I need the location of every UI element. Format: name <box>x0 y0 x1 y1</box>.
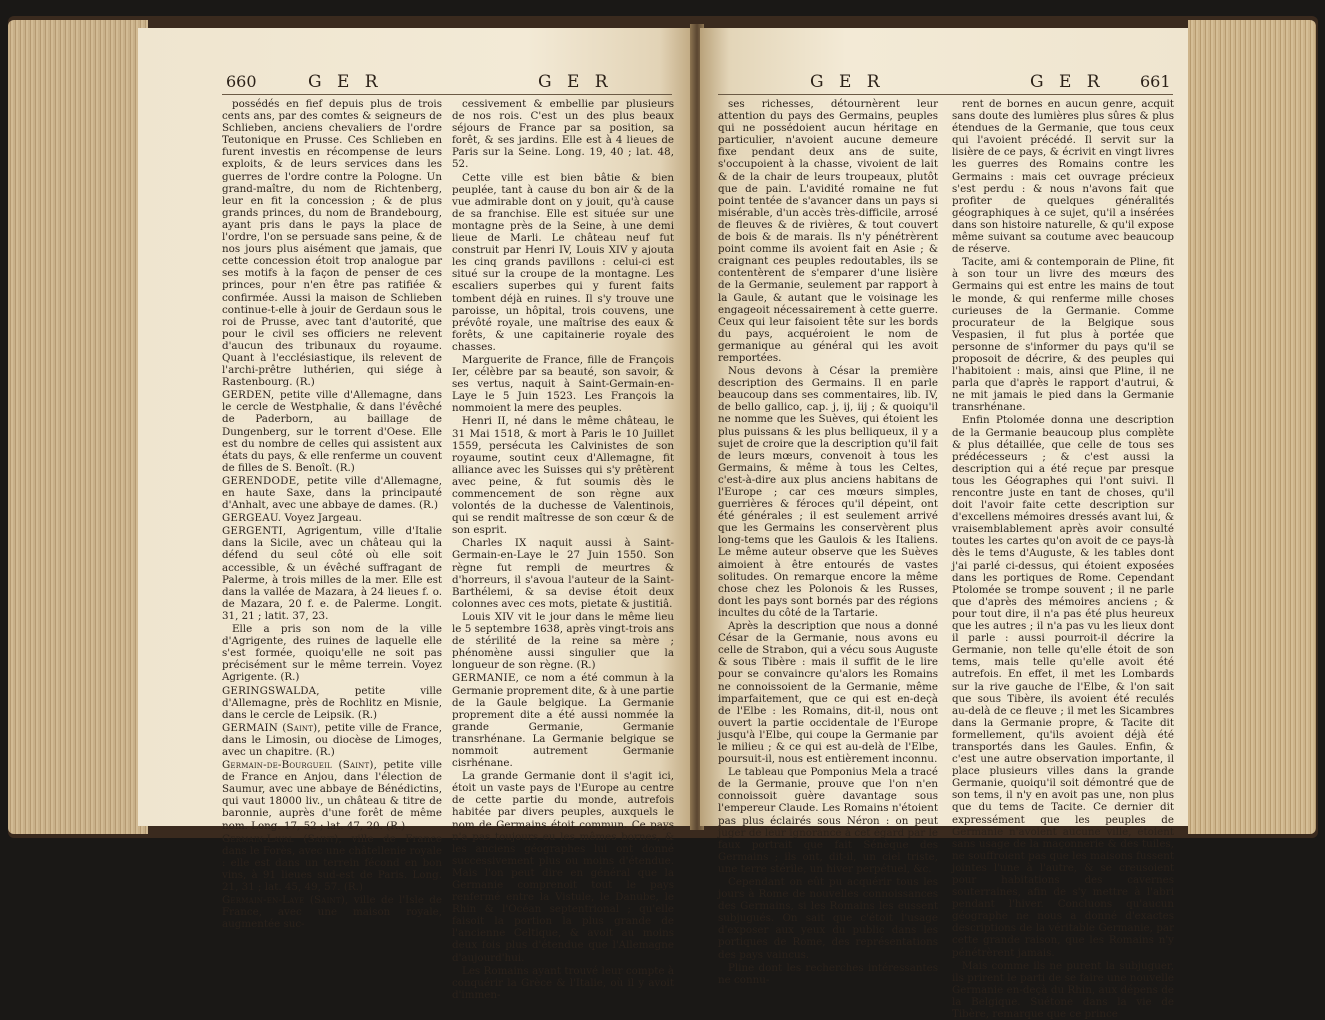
paragraph-text: Pline dont les recherches intéressantes ne connu- <box>718 961 938 986</box>
dictionary-entry <box>222 894 442 930</box>
right-page-edges <box>1188 20 1316 834</box>
entry-headword: Germain-de-Bourgueil (Saint), <box>222 759 378 772</box>
paragraph <box>718 98 938 364</box>
dictionary-entry <box>452 672 674 769</box>
left-page-column-2 <box>452 98 674 1001</box>
paragraph <box>718 876 938 961</box>
right-page-column-2 <box>952 98 1174 1020</box>
paragraph-text: cessivement & embellie par plusieurs de nos rois. C'est un des plus beaux séjours de France par sa position, sa forêt, & ses jardins. Elle est à 4 lieues de Paris sur la Seine. Long. 19, 40 ; lat. 48, 52. <box>452 98 674 171</box>
left-running-head-2: G E R <box>538 72 613 92</box>
paragraph <box>452 611 674 671</box>
right-running-head-2: G E R <box>1030 72 1105 92</box>
paragraph <box>952 414 1174 958</box>
paragraph-text: Tacite, ami & contemporain de Pline, fit à son tour un livre des mœurs des Germains qui est entre les mains de tout le monde, & qui renferme mille choses curieuses de la Germanie. Comme procurateur de la Belgique sous Vespasien, il fut plus à portée que personne de s'informer du pays qu'il se proposoit de décrire, & des peuples qui l'habitoient : mais, ainsi que Pline, il ne parla que d'après le rapport d'autrui, & ne mit jamais le pied dans la Germanie transrhénane. <box>952 256 1174 414</box>
right-page-number: 661 <box>1140 72 1171 91</box>
entry-headword: GERMANIE, <box>452 672 520 685</box>
paragraph-text: petite ville de France, dans le Limosin, ou diocèse de Limoges, avec un chapitre. (R.) <box>222 721 442 758</box>
dictionary-entry <box>222 475 442 511</box>
paragraph <box>718 766 938 875</box>
paragraph-text: Après la description que nous a donné César de la Germanie, nous avons eu celle de Strabon, qui a vécu sous Auguste & sous Tibère : mais il suffit de le lire pour se convaincre qu'alors les Romains ne connoissoient de la Germanie, même imparfaitement, que ce qui est en-deçà de l'Elbe : les Romains, dit-il, nous ont ouvert la partie occidentale de l'Europe jusqu'à l'Elbe, qui coupe la Germanie par le milieu ; & ce qui est au-delà de l'Elbe, poursuit-il, nous est entièrement inconnu. <box>718 620 938 766</box>
paragraph <box>718 962 938 986</box>
dictionary-entry <box>222 685 442 721</box>
paragraph-text: Voyez Jargeau. <box>281 512 362 525</box>
paragraph-text: petite ville d'Allemagne, en haute Saxe, dans la principauté d'Anhalt, avec une abbaye de dames. (R.) <box>222 474 442 512</box>
paragraph-text: Cependant on eût pu acquérir tous les jours à Rome de nouvelles connoissances des Germains, si les Romains les eussent subjugués. On sait que c'étoit l'usage d'exposer aux yeux du public dans les portiques de Rome, des représentations des pays vaincus. <box>718 876 938 961</box>
paragraph-text: Charles IX naquit aussi à Saint-Germain-en-Laye le 27 Juin 1550. Son règne fut rempli de meurtres & d'horreurs, il s'avoua l'auteur de la Saint-Barthélemi, & sa devise étoit deux colonnes avec ces mots, pietate & justitiâ. <box>452 537 674 610</box>
paragraph-text: Cette ville est bien bâtie & bien peuplée, tant à cause du bon air & de la vue admirable dont on y jouit, qu'à cause de sa franchise. Elle est située sur une montagne près de la Seine, à une demi lieue de Marli. Le château neuf fut construit par Henri IV, Louis XIV y ajouta les cinq grands pavillons : celui-ci est situé sur la croupe de la montagne. Les escaliers superbes qui y furent faits tombent déjà en ruines. Il s'y trouve une paroisse, un hôpital, trois couvens, une prévôté royale, une maîtrise des eaux & forêts, & une capitainerie royale des chasses. <box>452 171 674 353</box>
paragraph-text: Elle a pris son nom de la ville d'Agrigente, des ruines de laquelle elle s'est formée, quoiqu'elle ne soit pas précisément sur le même terrein. Voyez Agrigente. (R.) <box>222 623 442 684</box>
paragraph <box>718 365 938 619</box>
entry-headword: GERINGSWALDA, <box>222 684 320 697</box>
paragraph-text: Marguerite de France, fille de François Ier, célèbre par sa beauté, son savoir, & ses vertus, naquit à Saint-Germain-en-Laye le 5 Juin 1523. Les François la nommoient la mere des peuples. <box>452 353 674 415</box>
entry-headword: Germain-en-Laye (Saint), <box>222 894 349 907</box>
header-rule <box>222 94 672 95</box>
paragraph <box>952 256 1174 413</box>
entry-headword: Germain-Laval (Saint), <box>222 832 343 845</box>
paragraph-text: Henri II, né dans le même château, le 31 Mai 1518, & mort à Paris le 10 Juillet 1559, persécuta les Calvinistes de son royaume, soutint ceux d'Allemagne, fit alliance avec les Suisses qui s'y prêtèrent avec peine, & fut soumis dès le commencement de son règne aux volontés de la duchesse de Valentinois, qui se rendit maîtresse de son cœur & de son esprit. <box>452 415 674 537</box>
paragraph-text: Agrigentum, ville d'Italie dans la Sicile, avec un château qui la défend du seul côté où elle soit accessible, & un évêché suffragant de Palerme, à trois milles de la mer. Elle est dans la vallée de Mazara, à 24 lieues f. o. de Mazara, 20 f. e. de Palerme. Longit. 31, 21 ; latit. 37, 23. <box>222 525 442 622</box>
paragraph <box>452 770 674 964</box>
dictionary-entry <box>222 833 442 893</box>
right-page <box>700 28 1188 1020</box>
paragraph <box>222 623 442 683</box>
dictionary-entry <box>222 389 442 474</box>
left-page-column-1 <box>222 98 442 931</box>
paragraph-text: petite ville de France en Anjou, dans l'élection de Saumur, avec une abbaye de Bénédictins, qui vaut 18000 liv., un château & titre de baronnie, auprès d'une forêt de même nom. Long. 17, 52 ; lat. 47, 20. (R.) <box>222 759 442 832</box>
entry-headword: GERGEAU. <box>222 512 282 525</box>
right-page-column-1 <box>718 98 938 986</box>
paragraph-text: petite ville d'Allemagne, dans le cercle de Westphalie, & dans l'évêché de Paderborn, au baillage de Dungenberg, sur le torrent d'Oese. Elle est du nombre de celles qui assistent aux états du pays, & elle renferme un couvent de filles de S. Benoît. (R.) <box>222 389 442 474</box>
paragraph-text: ce nom a été commun à la Germanie proprement dite, & à une partie de la Gaule belgique. La Germanie proprement dite a été aussi nommée la grande Germanie, Germanie transrhénane. La Germanie belgique se nommoit autrement Germanie cisrhénane. <box>452 672 674 770</box>
paragraph-text: Nous devons à César la première description des Germains. Il en parle beaucoup dans ses commentaires, lib. IV, de bello gallico, cap. j, ij, iij ; & quoiqu'il ne nomme que les Suèves, qui étoient les plus puissans & les plus belliqueux, il y a sujet de croire que la description qu'il fait de leurs mœurs, convenoit à tous les Germains, & même à tous les Celtes, c'est-à-dire aux plus anciens habitans de l'Europe ; car ces mœurs simples, guerrières & féroces qu'il dépeint, ont été générales ; il est seulement arrivé que les Germains les conservèrent plus long-tems que les Gaulois & les Italiens. Le même auteur observe que les Suèves aimoient à être entourés de vastes solitudes. On remarque encore la même chose chez les Polonois & les Russes, dont les pays sont bornés par des régions incultes du côté de la Tartarie. <box>718 365 938 619</box>
left-page-edges <box>8 20 148 834</box>
entry-headword: GERMAIN (Saint), <box>222 721 321 734</box>
entry-headword: GERENDODE, <box>222 474 300 487</box>
paragraph-text: possédés en fief depuis plus de trois cents ans, par des comtes & seigneurs de Schlieben, anciens chevaliers de l'ordre Teutonique en Prusse. Ces Schlieben en furent investis en récompense de leurs exploits, & de leurs services dans les guerres de l'ordre contre la Pologne. Un grand-maître, du nom de Richtenberg, leur en fit la concession ; & de plus grands princes, du nom de Brandebourg, ayant pris dans le pays la place de l'ordre, l'on se persuade sans peine, & de nos jours plus aisément que jamais, que cette concession étoit trop analogue par ses motifs à la façon de penser de ces princes, pour n'en être pas ratifiée & confirmée. Aussi la maison de Schlieben continue-t-elle à jouir de Gerdaun sous le roi de Prusse, avec tant d'autorité, que pour le civil ses officiers ne relevent d'aucun des tribunaux du royaume. Quant à l'ecclésiastique, ils relevent de l'archi-prêtre luthérien, qui siége à Rastenbourg. (R.) <box>222 98 442 389</box>
paragraph-text: ses richesses, détournèrent leur attention du pays des Germains, peuples qui ne possédoient aucun héritage en particulier, n'avoient aucune demeure fixe pendant deux ans de suite, s'occupoient à la chasse, vivoient de lait & de la chair de leurs troupeaux, plutôt que de pain. L'avidité romaine ne fut point tentée de s'avancer dans un pays si misérable, d'un accès très-difficile, arrosé de fleuves & de rivières, & tout couvert de bois & de marais. Ils n'y pénétrèrent point comme ils avoient fait en Asie ; & craignant ces peuples redoutables, ils se contentèrent de s'emparer d'une lisière de la Germanie, seulement par rapport à la Gaule, & autant que le voisinage les engageoit nécessairement à cette guerre. Ceux qui leur faisoient tête sur les bords du pays, acquéroient le nom de germanique au général qui les avoit remportées. <box>718 98 938 364</box>
paragraph-text: ville de l'Isle de France, avec une maison royale, augmentée suc- <box>222 894 442 931</box>
dictionary-entry <box>222 759 442 832</box>
dictionary-entry <box>222 512 442 524</box>
dictionary-entry <box>222 525 442 622</box>
paragraph <box>222 98 442 388</box>
paragraph-text: Le tableau que Pomponius Mela a tracé de la Germanie, prouve que l'on n'en connoissoit guère davantage sous l'empereur Claude. Les Romains n'étoient pas plus éclairés sous Néron : on peut juger de leur ignorance à cet égard par le faux portrait que fait Sénèque des Germains ; ils ont, dit-il, un ciel triste, une terre stérile, un hiver perpétuel, &c. <box>718 766 938 875</box>
paragraph-text: ville de France dans le Forès, avec une châtellenie royale : elle est dans un terrein fécond en bon vins, à 91 lieues sud-est de Paris. Long. 21, 31 ; lat. 45, 49, 57. (R.) <box>222 832 442 893</box>
paragraph-text: Les Romains ayant trouvé leur compte à conquérir la Grèce & l'Italie, où il y avoit d'immen- <box>452 964 674 1001</box>
paragraph-text: La grande Germanie dont il s'agit ici, étoit un vaste pays de l'Europe au centre de cette partie du monde, autrefois habitée par divers peuples, auxquels le nom de Germains étoit commun. Ce pays n'a pas toujours eu les mêmes bornes, & les anciens géographes lui ont donné successivement plus ou moins d'étendue. Mais l'on peut dire en général que la Germanie comprenoit tout le pays renfermé entre la Vistule, le Danube, le Rhin & l'Océan septentrional ; qu'elle faisoit la portion la plus grande de l'ancienne Celtique, & avoit au moins deux fois plus d'étendue que l'Allemagne d'aujourd'hui. <box>452 770 674 964</box>
paragraph-text: Enfin Ptolomée donna une description de la Germanie beaucoup plus complète & plus détaillée, que celle de tous ses prédécesseurs ; & c'est aussi la description qui a été reçue par presque tous les Géographes qui l'ont suivi. Il rencontre juste en tant de choses, qu'il doit l'avoir faite cette description sur d'excellens mémoires dressés avant lui, & vraisemblablement après avoir consulté toutes les cartes qu'on avoit de ce pays-là dès le tems d'Auguste, & les tables dont j'ai parlé ci-dessus, qui étoient exposées dans les portiques de Rome. Cependant Ptolomée se trompe souvent ; il ne parle que d'après des mémoires anciens ; & pour tout dire, il n'a pas été plus heureux que les autres ; il n'a pas vu les lieux dont il parle : aussi pourroit-il décrire la Germanie, non telle qu'elle étoit de son tems, mais telle qu'elle avoit été autrefois. En effet, il met les Lombards sur la rive gauche de l'Elbe, & l'on sait que sous Tibère, ils avoient été reculés au-delà de ce fleuve ; il met les Sicambres dans la Germanie propre, & Tacite dit formellement, qu'ils avoient déjà été transportés dans les Gaules. Enfin, & c'est une autre observation importante, il place plusieurs villes dans la grande Germanie, quoiqu'il soit démontré que de son tems, il n'y en avoit pas une, non plus que du tems de Tacite. Ce dernier dit expressément que les peuples de Germanie n'avoient aucune ville, étoient sans usage de la maçonnerie & des tuiles, ne souffroient pas que les maisons fussent jointes l'une à l'autre, & se creusoient pour habitations des cavernes souterraines, afin de s'y mettre à l'abri pendant l'hiver. Concluons qu'aucun géographe ne nous a donné d'exactes descriptions de la véritable Germanie, par cette grande raison, que les Romains n'y pénétrèrent jamais. <box>952 414 1174 959</box>
left-running-head-1: G E R <box>308 72 383 92</box>
entry-headword: GERGENTI, <box>222 525 287 538</box>
entry-headword: GERDEN, <box>222 389 275 402</box>
paragraph <box>452 537 674 610</box>
paragraph-text: Mais comme ils ne purent la subjuguer, ils prirent le parti de se faire une nouvelle Germanie en-deçà du Rhin, aux dépens de la Belgique. Suétone dans la vie de Tibère, remarque que ce prince <box>952 959 1174 1020</box>
paragraph-text: rent de bornes en aucun genre, acquit sans doute des lumières plus sûres & plus étendues de la Germanie, que tous ceux qui l'avoient précédé. Il servit sur la lisière de ce pays, & écrivit en vingt livres les guerres des Romains contre les Germains : mais cet ouvrage précieux s'est perdu : & nous n'avons fait que profiter de quelques généralités géographiques à ce sujet, qu'il a insérées dans son histoire naturelle, & qu'il expose même suivant sa coutume avec beaucoup de réserve. <box>952 98 1174 256</box>
left-page-number: 660 <box>226 72 257 91</box>
paragraph <box>452 965 674 1001</box>
paragraph <box>718 620 938 765</box>
right-running-head-1: G E R <box>810 72 885 92</box>
paragraph <box>452 415 674 536</box>
paragraph-text: Louis XIV vit le jour dans le même lieu le 5 septembre 1638, après vingt-trois ans de stérilité de la reine sa mère ; phénomène aussi singulier que la longueur de son règne. (R.) <box>452 610 674 672</box>
paragraph <box>452 172 674 353</box>
paragraph <box>952 98 1174 255</box>
header-rule <box>718 94 1173 95</box>
paragraph-text: petite ville d'Allemagne, près de Rochlitz en Misnie, dans le cercle de Leipsik. (R.) <box>222 684 442 721</box>
paragraph <box>952 960 1174 1020</box>
dictionary-entry <box>222 722 442 758</box>
paragraph <box>452 354 674 414</box>
paragraph <box>452 98 674 171</box>
left-page <box>138 28 693 1001</box>
